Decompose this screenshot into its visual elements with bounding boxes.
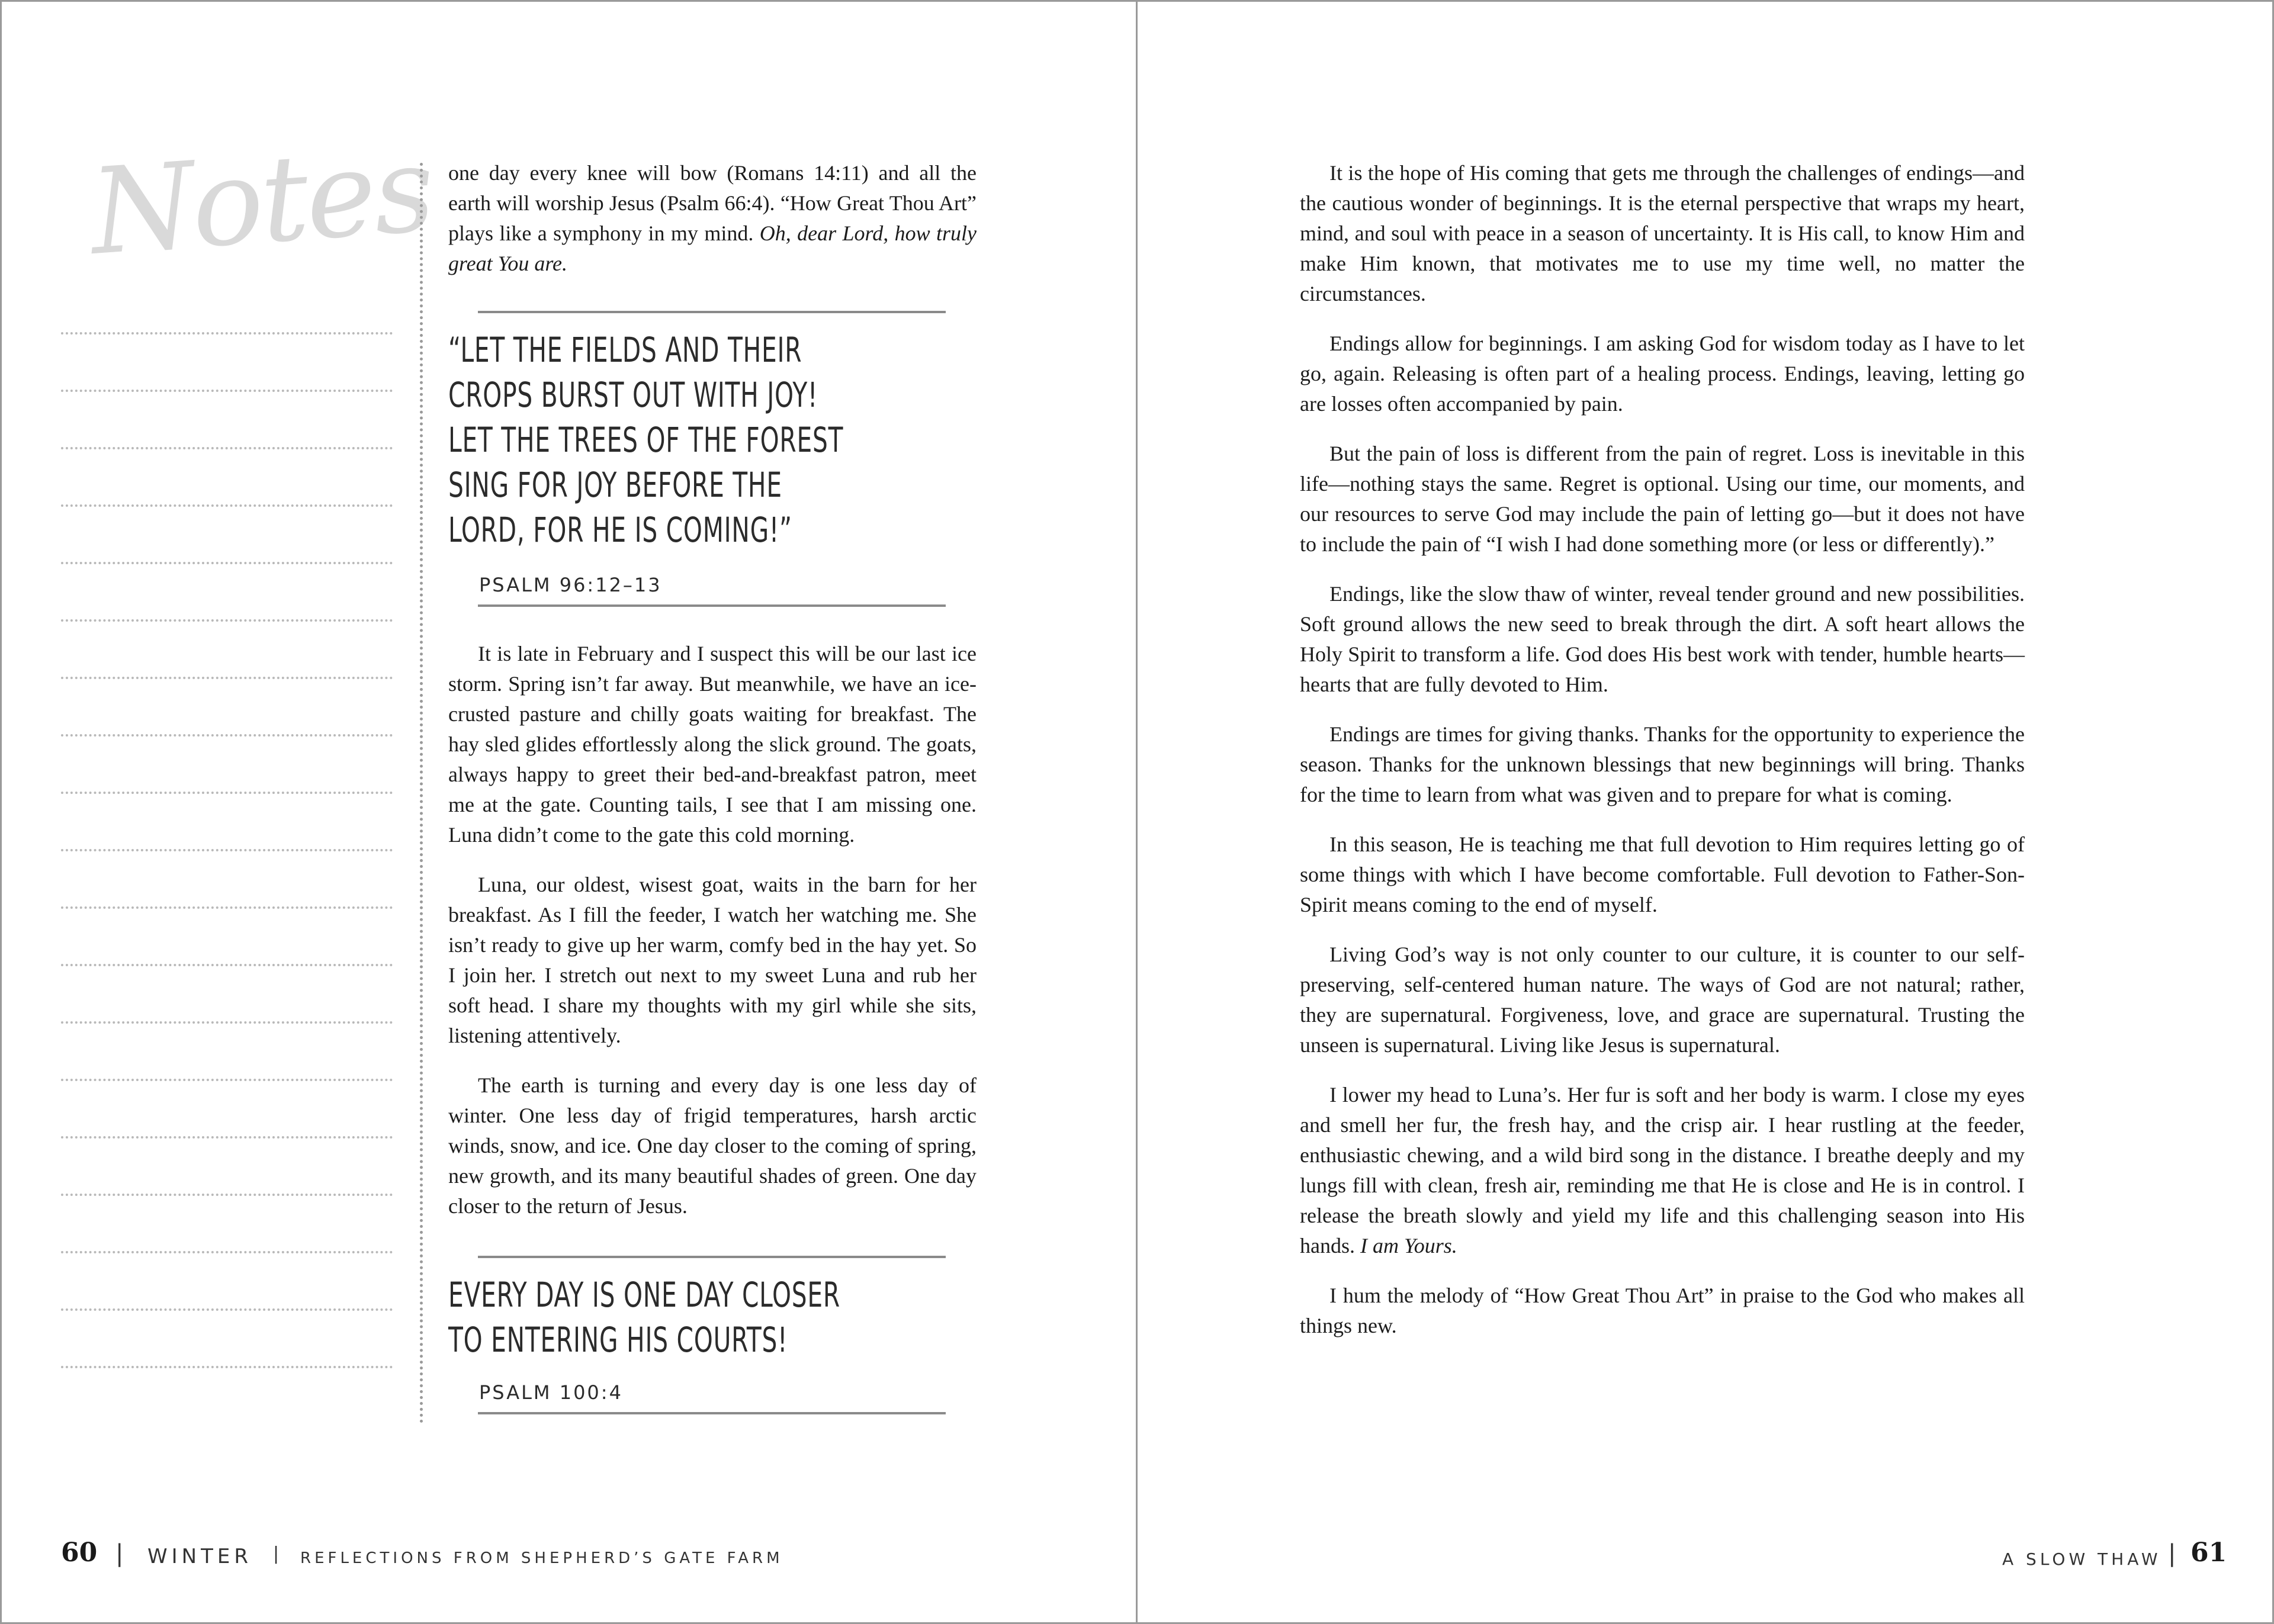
- note-line[interactable]: [61, 1021, 393, 1024]
- body-text-middle: [448, 639, 977, 1241]
- paragraph: Endings are times for giving thanks. Thanks for the opportunity to experience the season. Thanks for the unknown blessings that new beginnings will bring. Thanks for the time to learn from what was given and to prepare for what is coming.: [1300, 722, 2025, 806]
- pull-quote: “LET THE FIELDS AND THEIR CROPS BURST OUT WITH JOY! LET THE TREES OF THE FOREST SING FOR JOY BEFORE THE LORD, FOR HE IS COMING!”: [448, 330, 844, 550]
- quote-rule: [478, 604, 946, 607]
- note-line[interactable]: [61, 677, 393, 679]
- note-line[interactable]: [61, 1366, 393, 1368]
- note-line[interactable]: [61, 619, 393, 622]
- note-line[interactable]: [61, 504, 393, 507]
- page-number: 61: [2191, 1538, 2227, 1568]
- paragraph: In this season, He is teaching me that full devotion to Him requires letting go of some things with which I have become comfortable. Full devotion to Father-Son-Spirit means coming to the end of myself.: [1300, 832, 2025, 916]
- paragraph: But the pain of loss is different from the pain of regret. Loss is inevitable in this life—nothing stays the same. Regret is optional. Using our time, our moments, and our resources to serve God may include the pain of letting go—but it does not have to include the pain of “I wish I had done something more (or less or differently).”: [1300, 442, 2025, 556]
- note-line[interactable]: [61, 332, 393, 335]
- paragraph: The earth is turning and every day is one less day of winter. One less day of frigid temperatures, harsh arctic winds, snow, and ice. One day closer to the coming of spring, new growth, and its many beautiful shades of green. One day closer to the return of Jesus.: [448, 1073, 977, 1218]
- quote-rule: [478, 1256, 946, 1258]
- paragraph: I hum the melody of “How Great Thou Art” in praise to the God who makes all things new.: [1300, 1284, 2025, 1337]
- note-line[interactable]: [61, 447, 393, 449]
- note-line[interactable]: [61, 390, 393, 392]
- page-number: 60: [61, 1538, 98, 1568]
- quote-rule: [478, 311, 946, 313]
- note-line[interactable]: [61, 1194, 393, 1196]
- note-line[interactable]: [61, 1079, 393, 1081]
- notes-divider: [420, 163, 423, 1424]
- footer-separator: |: [115, 1540, 124, 1567]
- quote-reference: PSALM 100:4: [479, 1381, 623, 1404]
- paragraph: one day every knee will bow (Romans 14:11) and all the earth will worship Jesus (Psalm 66:4). “How Great Thou Art” plays like a symphony in my mind. Oh, dear Lord, how truly great You are.: [448, 161, 977, 275]
- body-text-top: [448, 158, 977, 298]
- footer-separator: |: [2168, 1540, 2176, 1567]
- pull-quote: EVERY DAY IS ONE DAY CLOSER TO ENTERING HIS COURTS!: [448, 1275, 840, 1360]
- note-line[interactable]: [61, 1308, 393, 1311]
- paragraph: It is late in February and I suspect this will be our last ice storm. Spring isn’t far away. But meanwhile, we have an ice-crusted pasture and chilly goats waiting for breakfast. The hay sled glides effortlessly along the slick ground. The goats, always happy to greet their bed-and-breakfast patron, meet me at the gate. Counting tails, I see that I am missing one. Luna didn’t come to the gate this cold morning.: [448, 642, 977, 847]
- quote-reference: PSALM 96:12–13: [479, 574, 662, 596]
- note-line[interactable]: [61, 1251, 393, 1253]
- footer-section: A SLOW THAW: [2002, 1549, 2161, 1569]
- quote-rule: [478, 1412, 946, 1414]
- note-line[interactable]: [61, 734, 393, 737]
- body-text: [1300, 158, 2025, 1361]
- paragraph: Endings, like the slow thaw of winter, reveal tender ground and new possibilities. Soft ground allows the new seed to break through the dirt. A soft heart allows the Holy Spirit to transform a life. God does His best work with tender, humble hearts—hearts that are fully devoted to Him.: [1300, 582, 2025, 696]
- footer-book-title: REFLECTIONS FROM SHEPHERD’S GATE FARM: [300, 1549, 783, 1567]
- paragraph: Endings allow for beginnings. I am asking God for wisdom today as I have to let go, again. Releasing is often part of a healing process. Endings, leaving, letting go are losses often accompanied by pain.: [1300, 332, 2025, 416]
- paragraph: Living God’s way is not only counter to our culture, it is counter to our self-preserving, self-centered human nature. The ways of God are not natural; rather, they are supernatural. Forgiveness, love, and grace are supernatural. Trusting the unseen is supernatural. Living like Jesus is supernatural.: [1300, 943, 2025, 1057]
- note-line[interactable]: [61, 792, 393, 794]
- notes-title: Notes: [86, 120, 437, 282]
- note-line[interactable]: [61, 964, 393, 966]
- right-page: [1136, 0, 2274, 1624]
- paragraph: It is the hope of His coming that gets me through the challenges of endings—and the cautious wonder of beginnings. It is the eternal perspective that wraps my heart, mind, and soul with peace in a season of uncertainty. It is His call, to know Him and make Him known, that motivates me to use my time well, no matter the circumstances.: [1300, 161, 2025, 305]
- note-line[interactable]: [61, 562, 393, 564]
- note-line[interactable]: [61, 1136, 393, 1139]
- paragraph: Luna, our oldest, wisest goat, waits in the barn for her breakfast. As I fill the feeder, I watch her watching me. She isn’t ready to give up her warm, comfy bed in the hay yet. So I join her. I stretch out next to my sweet Luna and rub her soft head. I share my thoughts with my girl while she sits, listening attentively.: [448, 873, 977, 1047]
- note-line[interactable]: [61, 906, 393, 909]
- footer-section: WINTER: [147, 1545, 252, 1568]
- paragraph: I lower my head to Luna’s. Her fur is soft and her body is warm. I close my eyes and smell her fur, the fresh hay, and the crisp air. I hear rustling at the feeder, enthusiastic chewing, and a wild bird song in the distance. I breathe deeply and my lungs fill with clean, fresh air, reminding me that He is close and He is in control. I release the breath slowly and yield my life and this challenging season into His hands. I am Yours.: [1300, 1083, 2025, 1258]
- left-page: [0, 0, 1136, 1624]
- note-line[interactable]: [61, 849, 393, 851]
- footer-separator: |: [273, 1543, 280, 1564]
